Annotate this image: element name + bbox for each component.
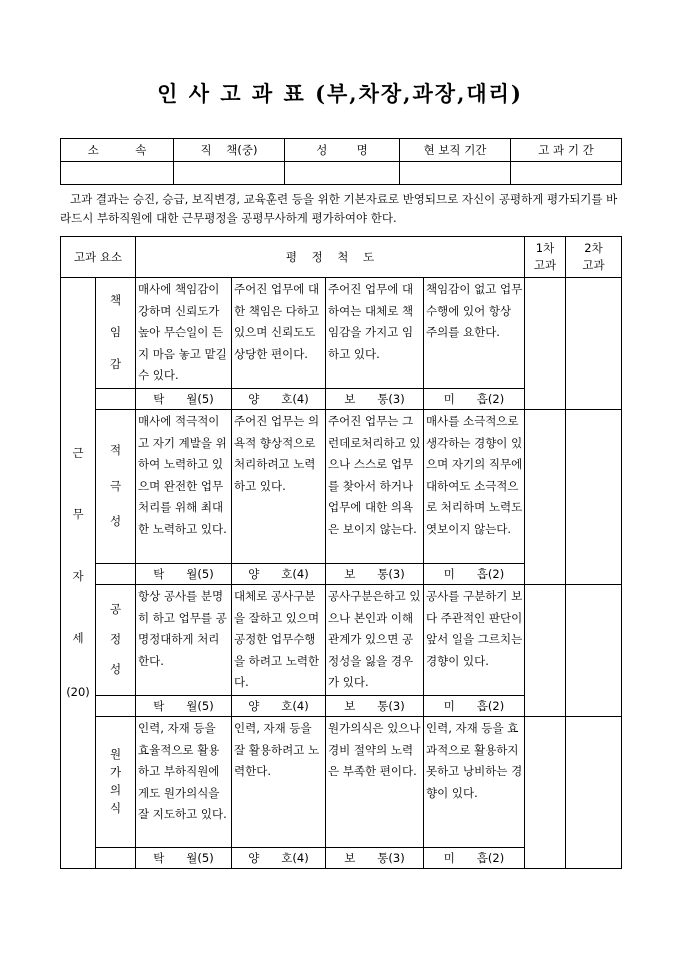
- criterion-name-fairness: [96, 585, 136, 696]
- header-round1-line2: 고과: [533, 258, 557, 272]
- info-header-dept: 소 속: [61, 139, 174, 162]
- criterion-char: 성: [109, 514, 122, 529]
- rating-spacer: [96, 848, 136, 869]
- round2-score-fairness[interactable]: [566, 585, 622, 717]
- header-scale: 평 정 척 도: [136, 237, 525, 278]
- info-header-position: 직 책(중): [174, 139, 285, 162]
- criterion-char: 식: [109, 800, 122, 815]
- info-value-period[interactable]: [511, 162, 622, 185]
- desc-responsibility-average: 주어진 업무에 대하여는 대체로 책임감을 가지고 임하고 있다.: [326, 278, 424, 389]
- rating-excellent: 탁 월(5): [136, 848, 232, 869]
- desc-responsibility-good: 주어진 업무에 대한 책임은 다하고 있으며 신뢰도도 상당한 편이다.: [232, 278, 326, 389]
- info-value-name[interactable]: [285, 162, 400, 185]
- desc-cost-excellent: 인력, 자재 등을 효율적으로 활용하고 부하직원에게도 원가의식을 잘 지도하고 있다.: [136, 717, 232, 848]
- group-score: (20): [66, 684, 90, 699]
- group-char: 자: [72, 569, 84, 584]
- desc-responsibility-excellent: 매사에 책임감이 강하며 신뢰도가 높아 무슨일이 든지 마음 놓고 맡길 수 있다.: [136, 278, 232, 389]
- round2-score-cost-awareness[interactable]: [566, 717, 622, 869]
- criterion-char: 책: [109, 293, 122, 308]
- header-element: 고과 요소: [61, 237, 136, 278]
- rating-average: 보 통(3): [326, 696, 424, 717]
- desc-fairness-poor: 공사를 구분하기 보다 주관적인 판단이 앞서 일을 그르치는 경향이 있다.: [424, 585, 525, 696]
- header-round2: [566, 237, 622, 278]
- criterion-char: 적: [109, 442, 122, 457]
- criterion-char: 감: [109, 356, 122, 371]
- info-value-dept[interactable]: [61, 162, 174, 185]
- desc-proactiveness-average: 주어진 업무는 그런데로처리하고 있으나 스스로 업무를 찾아서 하거나 업무에 대한 의욕은 보이지 않는다.: [326, 410, 424, 564]
- info-header-period: 고 과 기 간: [511, 139, 622, 162]
- rating-spacer: [96, 696, 136, 717]
- desc-cost-average: 원가의식은 있으나 경비 절약의 노력은 부족한 편이다.: [326, 717, 424, 848]
- rating-good: 양 호(4): [232, 848, 326, 869]
- header-round2-line2: 고과: [582, 258, 605, 272]
- round1-score-cost-awareness[interactable]: [525, 717, 566, 869]
- rating-average: 보 통(3): [326, 848, 424, 869]
- rating-poor: 미 흡(2): [424, 389, 525, 410]
- rating-spacer: [96, 389, 136, 410]
- rating-excellent: 탁 월(5): [136, 389, 232, 410]
- info-header-tenure: 현 보직 기간: [400, 139, 511, 162]
- criterion-char: 원: [109, 747, 122, 762]
- group-char: 세: [72, 630, 84, 645]
- criterion-char: 의: [109, 783, 122, 797]
- criterion-char: 가: [109, 765, 122, 780]
- criterion-char: 극: [109, 478, 122, 493]
- round1-score-responsibility[interactable]: [525, 278, 566, 410]
- rating-poor: 미 흡(2): [424, 564, 525, 585]
- rating-good: 양 호(4): [232, 696, 326, 717]
- desc-proactiveness-excellent: 매사에 적극적이고 자기 계발을 위하여 노력하고 있으며 완전한 업무처리를 위해 최대한 노력하고 있다.: [136, 410, 232, 564]
- criterion-name-cost-awareness: [96, 717, 136, 848]
- rating-good: 양 호(4): [232, 389, 326, 410]
- criterion-name-proactiveness: [96, 410, 136, 564]
- rating-spacer: [96, 564, 136, 585]
- round1-score-fairness[interactable]: [525, 585, 566, 717]
- rating-excellent: 탁 월(5): [136, 696, 232, 717]
- desc-fairness-average: 공사구분은하고 있으나 본인과 이해관계가 있으면 공정성을 잃을 경우가 있다.: [326, 585, 424, 696]
- group-work-attitude: [61, 278, 96, 869]
- info-value-position[interactable]: [174, 162, 285, 185]
- rating-average: 보 통(3): [326, 389, 424, 410]
- round2-score-responsibility[interactable]: [566, 278, 622, 410]
- header-round2-line1: 2차: [584, 240, 603, 255]
- desc-cost-good: 인력, 자재 등을 잘 활용하려고 노력한다.: [232, 717, 326, 848]
- criterion-char: 공: [109, 602, 122, 617]
- rating-good: 양 호(4): [232, 564, 326, 585]
- desc-fairness-excellent: 항상 공사를 분명히 하고 업무를 공명정대하게 처리한다.: [136, 585, 232, 696]
- group-char: 무: [72, 507, 84, 522]
- rating-poor: 미 흡(2): [424, 848, 525, 869]
- criterion-char: 성: [109, 661, 122, 676]
- rating-excellent: 탁 월(5): [136, 564, 232, 585]
- desc-proactiveness-good: 주어진 업무는 의욕적 향상적으로 처리하려고 노력하고 있다.: [232, 410, 326, 564]
- desc-cost-poor: 인력, 자재 등을 효과적으로 활용하지 못하고 낭비하는 경향이 있다.: [424, 717, 525, 848]
- form-title: 인 사 고 과 표 (부,차장,과장,대리): [157, 81, 523, 106]
- header-round1: [525, 237, 566, 278]
- desc-fairness-good: 대체로 공사구분을 잘하고 있으며 공정한 업무수행을 하려고 노력한다.: [232, 585, 326, 696]
- round2-score-proactiveness[interactable]: [566, 410, 622, 585]
- header-round1-line1: 1차: [535, 240, 555, 255]
- info-header-name: 성 명: [285, 139, 400, 162]
- group-char: 근: [72, 445, 84, 460]
- info-table: [60, 138, 622, 185]
- desc-proactiveness-poor: 매사를 소극적으로 생각하는 경향이 있으며 자기의 직무에 대하여도 소극적으로 처리하며 노력도 엿보이지 않는다.: [424, 410, 525, 564]
- criterion-char: 임: [109, 325, 122, 340]
- round1-score-proactiveness[interactable]: [525, 410, 566, 585]
- intro-text: 고과 결과는 승진, 승급, 보직변경, 교육훈련 등을 위한 기본자료로 반영되므로 자신이 공평하게 평가되기를 바라드시 부하직원에 대한 근무평정을 공평무사하게 평가하여야 한다.: [60, 192, 618, 225]
- appraisal-table: [60, 236, 622, 869]
- criterion-char: 정: [109, 632, 122, 647]
- desc-responsibility-poor: 책임감이 없고 업무수행에 있어 항상 주의를 요한다.: [424, 278, 525, 389]
- criterion-name-responsibility: [96, 278, 136, 389]
- rating-average: 보 통(3): [326, 564, 424, 585]
- rating-poor: 미 흡(2): [424, 696, 525, 717]
- info-value-tenure[interactable]: [400, 162, 511, 185]
